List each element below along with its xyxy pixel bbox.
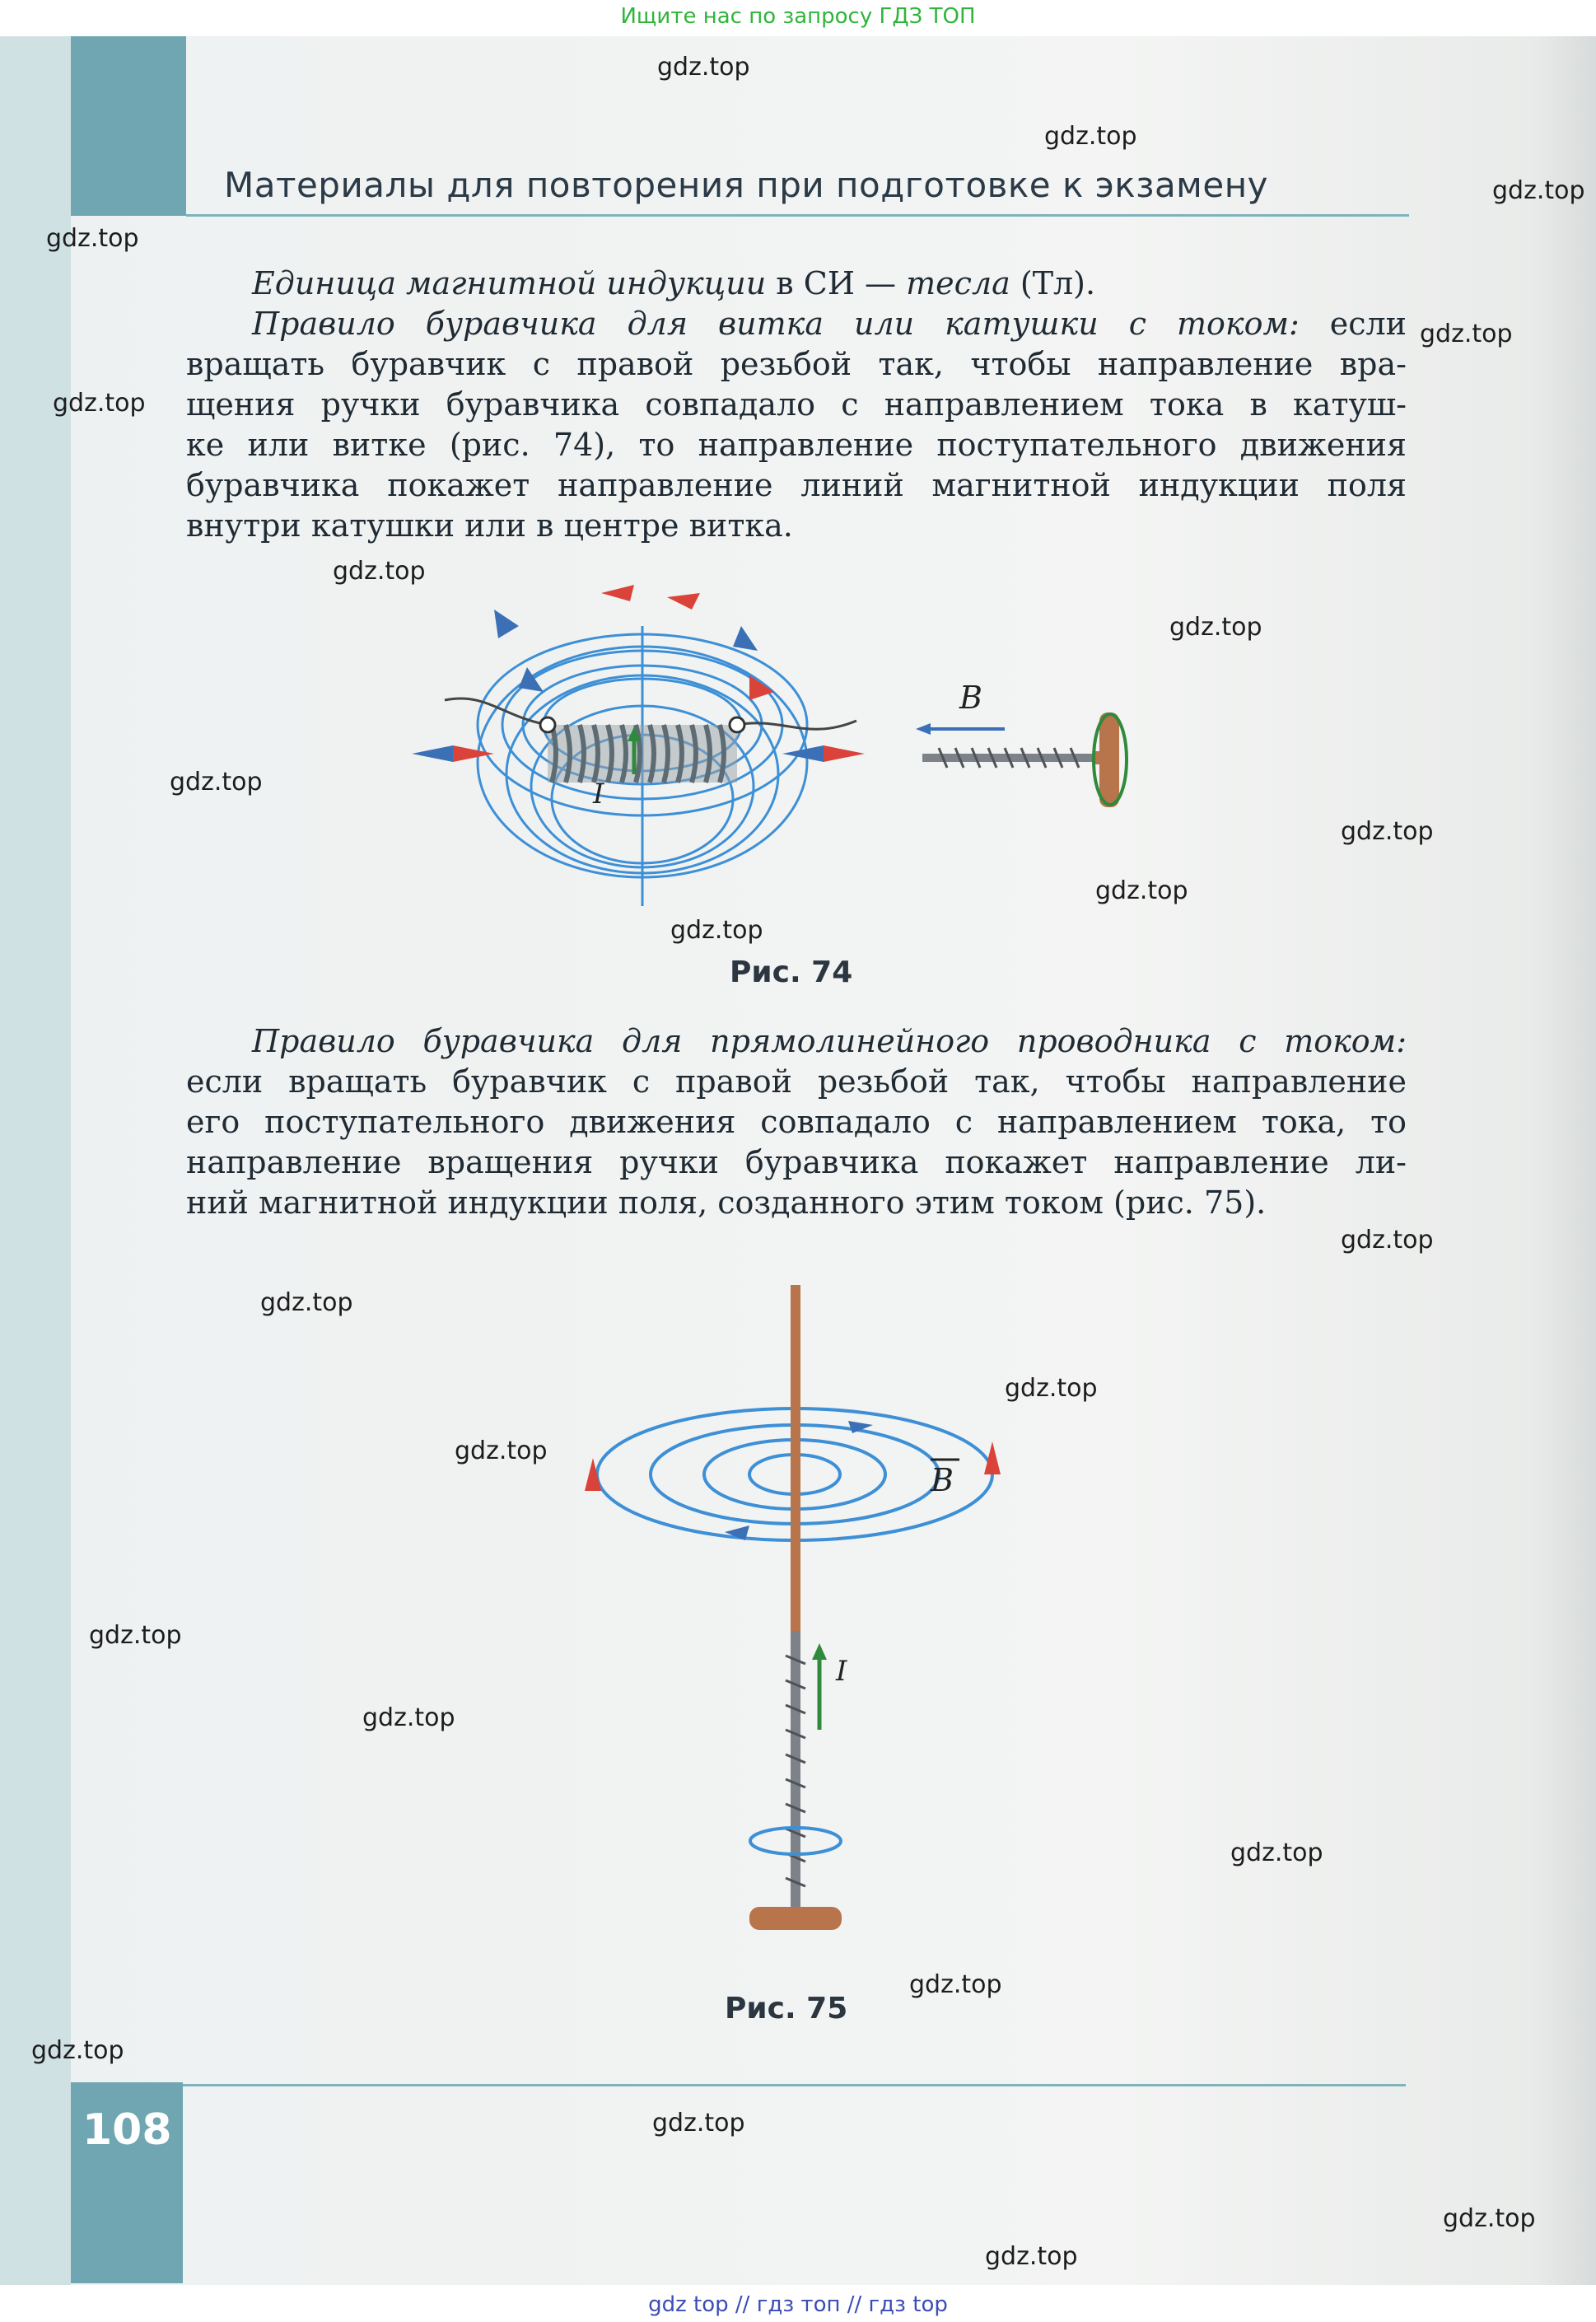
watermark: gdz.top bbox=[652, 2109, 745, 2137]
gimlet-horizontal bbox=[922, 712, 1127, 807]
header-rule bbox=[186, 214, 1409, 217]
watermark: gdz.top bbox=[1230, 1838, 1323, 1867]
footer-rule bbox=[183, 2084, 1406, 2086]
watermark: gdz.top bbox=[170, 768, 263, 797]
text-line: Единица магнитной индукции в СИ — тесла (Тл). bbox=[252, 265, 1096, 301]
term-coil-rule: Правило буравчика для витка или катушки с током: bbox=[252, 306, 1300, 342]
watermark: gdz.top bbox=[657, 53, 750, 82]
watermark: gdz.top bbox=[1005, 1374, 1098, 1403]
label-field: B bbox=[931, 1462, 954, 1498]
watermark: gdz.top bbox=[31, 2036, 124, 2065]
watermark: gdz.top bbox=[1492, 176, 1585, 205]
text-line: щения ручки буравчика совпадало с направлением тока в катуш- bbox=[186, 386, 1407, 423]
term-straight-rule: Правило буравчика для прямолинейного проводника с током: bbox=[252, 1023, 1407, 1059]
paragraph-straight-conductor bbox=[186, 1021, 1407, 1223]
text-line: вращать буравчик с правой резьбой так, чтобы направление вра- bbox=[186, 346, 1407, 382]
text-line: его поступательного движения совпадало с направлением тока, то bbox=[186, 1104, 1407, 1140]
text-line: внутри катушки или в центре витка. bbox=[186, 507, 793, 544]
watermark: gdz.top bbox=[1420, 320, 1513, 348]
text-line: если вращать буравчик с правой резьбой так, чтобы направление bbox=[186, 1063, 1407, 1100]
text-line: направление вращения ручки буравчика покажет направление ли- bbox=[186, 1144, 1407, 1180]
straight-conductor bbox=[791, 1285, 800, 1631]
figure-75-caption: Рис. 75 bbox=[725, 1992, 848, 2025]
page-header-title: Материалы для повторения при подготовке к экзамену bbox=[224, 165, 1269, 205]
watermark: gdz.top bbox=[1341, 817, 1434, 846]
watermark: gdz.top bbox=[260, 1288, 353, 1317]
term-unit-induction: Единица магнитной индукции bbox=[252, 265, 767, 301]
watermark: gdz.top bbox=[1044, 122, 1137, 151]
search-banner[interactable]: Ищите нас по запросу ГДЗ ТОП bbox=[620, 4, 976, 29]
watermark: gdz.top bbox=[1095, 876, 1188, 905]
watermark: gdz.top bbox=[670, 916, 763, 945]
header-color-tab bbox=[71, 36, 186, 216]
watermark: gdz.top bbox=[455, 1437, 548, 1465]
watermark: gdz.top bbox=[1169, 613, 1262, 642]
label-current: I bbox=[593, 778, 604, 811]
term-tesla: тесла bbox=[906, 265, 1010, 301]
watermark: gdz.top bbox=[985, 2242, 1078, 2271]
watermark: gdz.top bbox=[1341, 1226, 1434, 1254]
text-line: Правило буравчика для витка или катушки с током: если bbox=[252, 306, 1407, 342]
bottom-links[interactable]: gdz top // гдз топ // гдз top bbox=[648, 2292, 948, 2317]
left-margin-strip bbox=[0, 36, 71, 2285]
label-field: B bbox=[959, 680, 982, 716]
watermark: gdz.top bbox=[53, 389, 146, 418]
label-current: I bbox=[836, 1655, 847, 1688]
watermark: gdz.top bbox=[333, 557, 426, 586]
watermark: gdz.top bbox=[46, 224, 139, 253]
watermark: gdz.top bbox=[909, 1970, 1002, 1999]
gimlet-vertical bbox=[749, 1631, 842, 1930]
text-line: ке или витке (рис. 74), то направление поступательного движения bbox=[186, 427, 1407, 463]
page-number: 108 bbox=[82, 2105, 172, 2155]
paragraph-magnetic-induction bbox=[186, 264, 1407, 546]
text-line: буравчика покажет направление линий магнитной индукции поля bbox=[186, 467, 1407, 503]
figure-74-caption: Рис. 74 bbox=[730, 955, 853, 989]
watermark: gdz.top bbox=[89, 1621, 182, 1650]
text-line bbox=[186, 1021, 1407, 1062]
text-line: ний магнитной индукции поля, созданного этим током (рис. 75). bbox=[186, 1184, 1267, 1221]
figure-75-conductor bbox=[560, 1268, 1021, 1952]
watermark: gdz.top bbox=[362, 1703, 455, 1732]
watermark: gdz.top bbox=[1443, 2204, 1536, 2233]
